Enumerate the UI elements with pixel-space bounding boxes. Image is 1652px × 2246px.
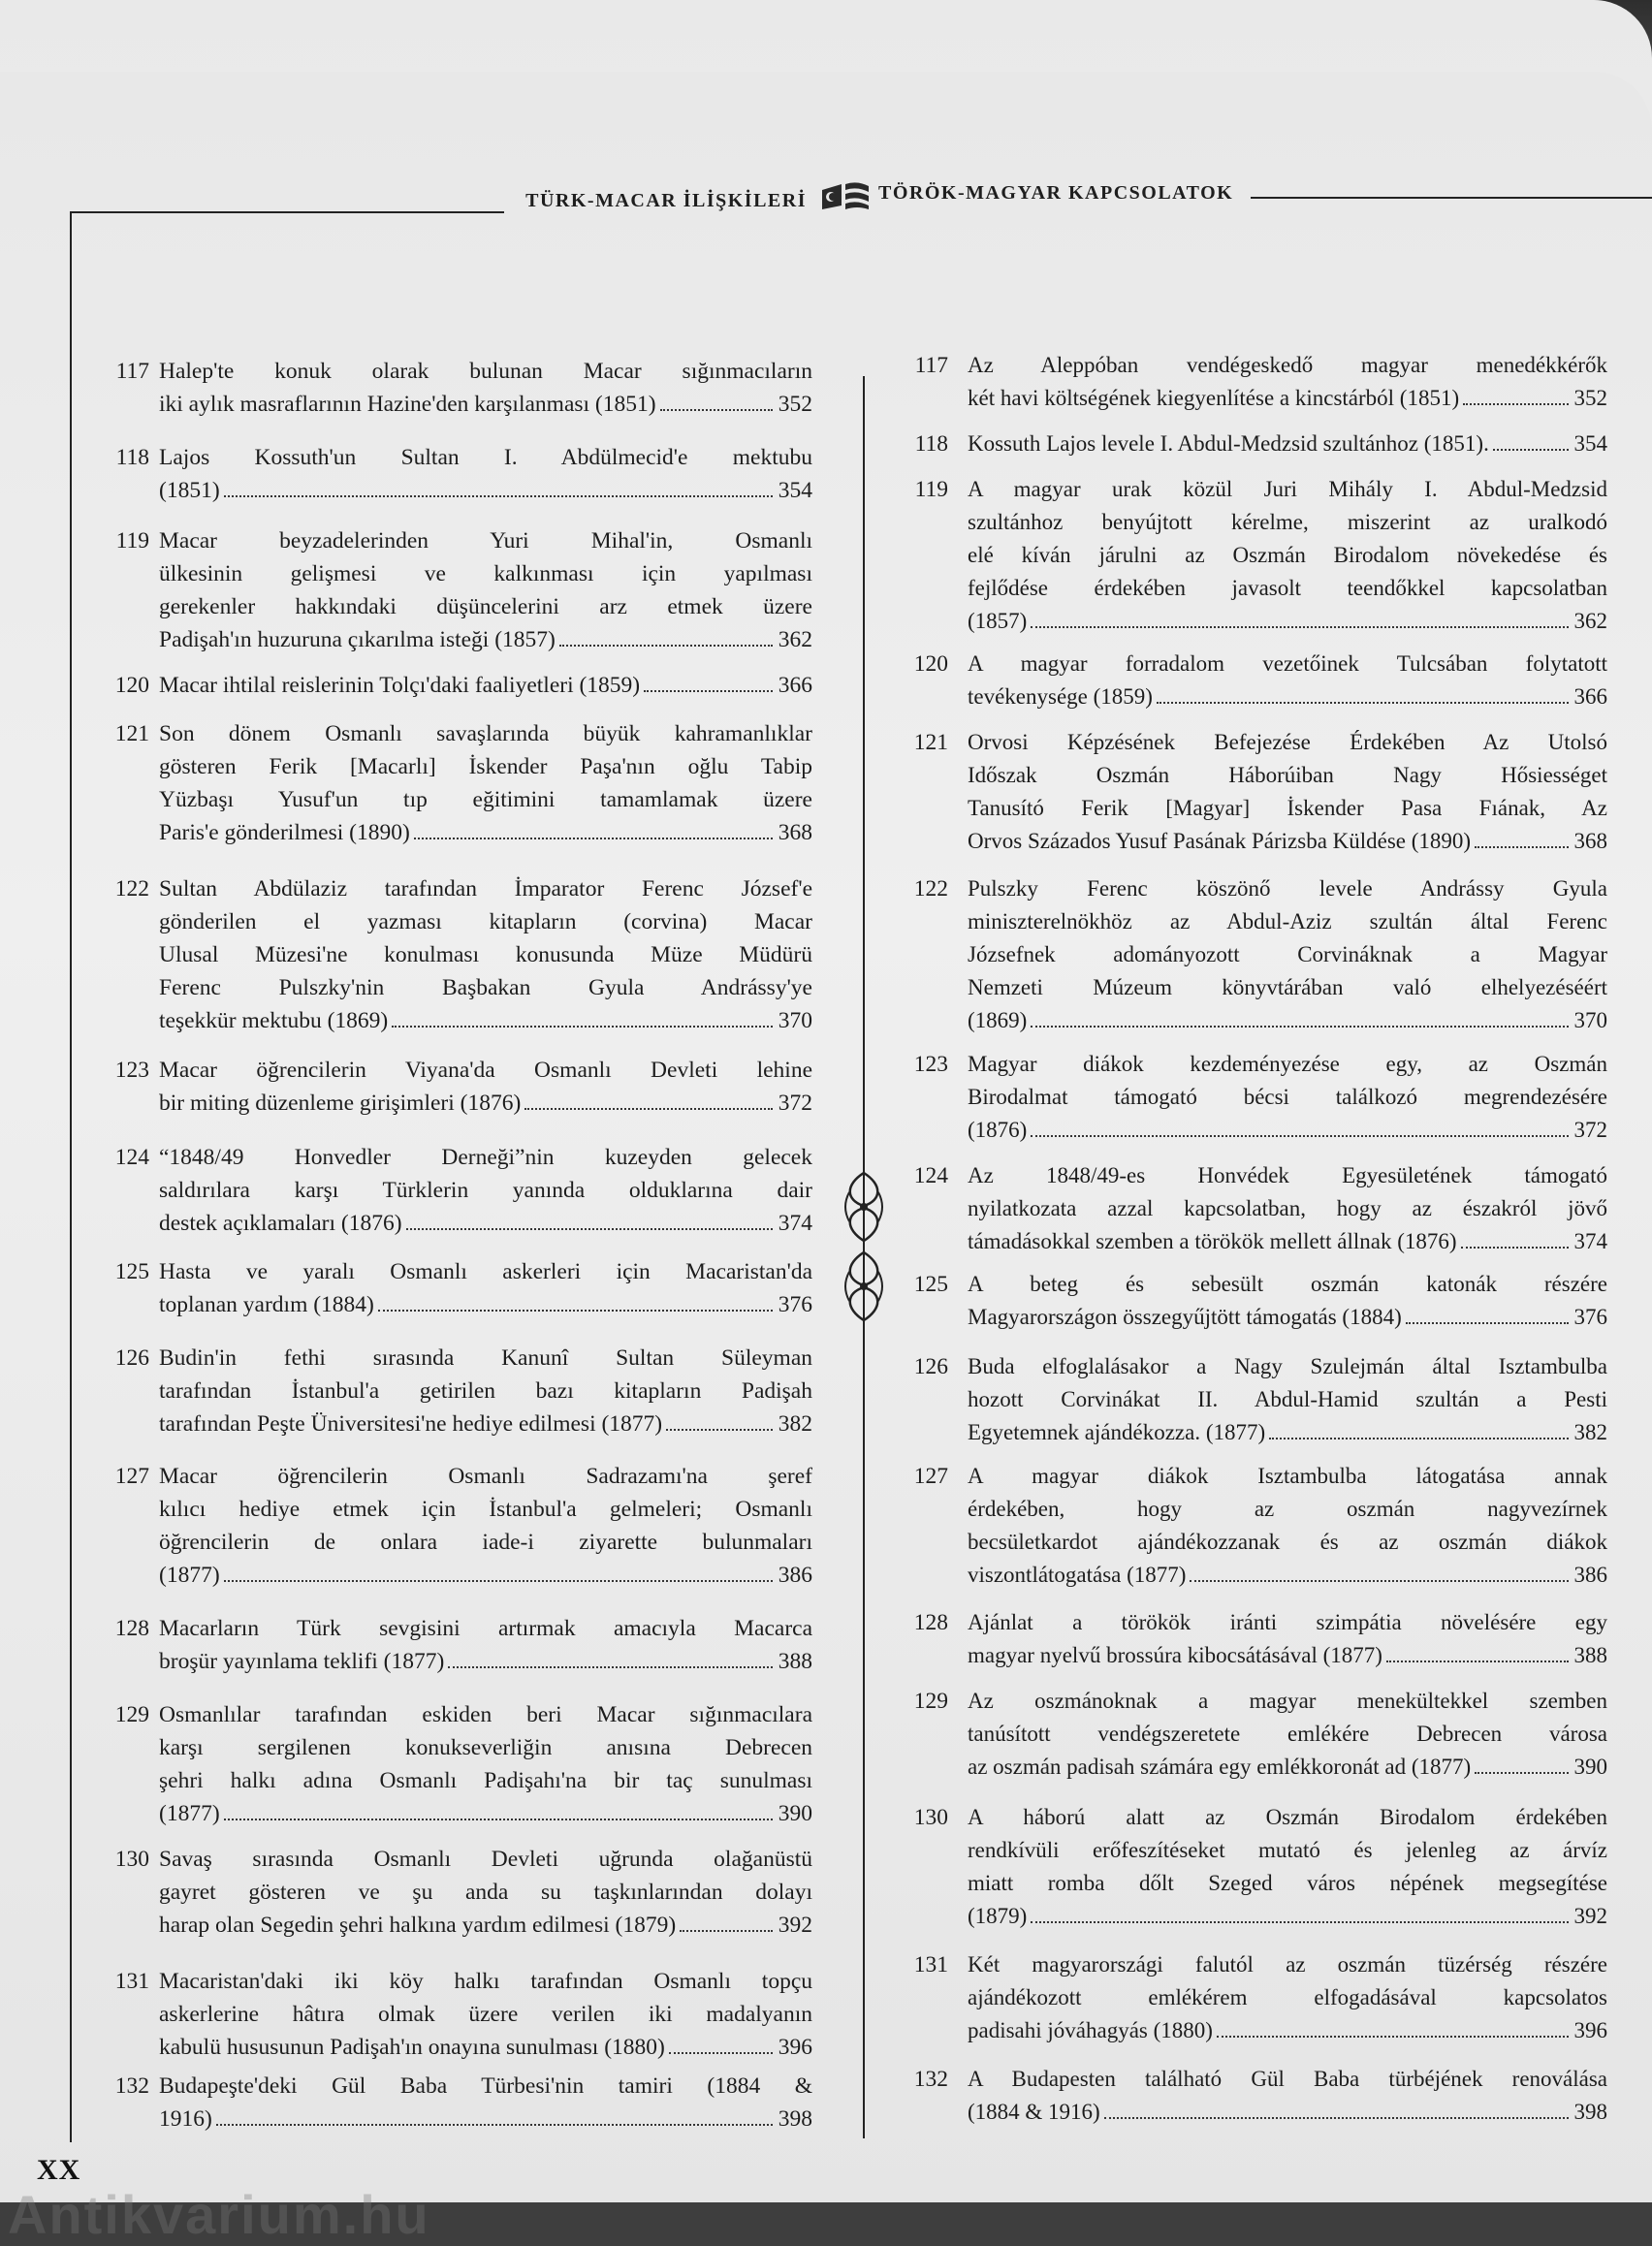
dot-leader	[660, 409, 773, 411]
entry-text	[968, 648, 1607, 713]
page-ref: 362	[1573, 609, 1607, 633]
entry-title-end: viszontlátogatása (1877)	[968, 1563, 1187, 1587]
dot-leader	[1104, 2117, 1569, 2119]
dot-leader	[524, 1108, 772, 1110]
page-ref: 392	[1573, 1904, 1607, 1928]
entry-number: 118	[914, 431, 948, 457]
page-ref: 362	[778, 627, 812, 652]
entry-line: gösteren Ferik [Macarlı] İskender Paşa'nın oğlu Tabip	[159, 754, 812, 779]
frame-rule-left	[70, 211, 72, 2142]
entry-number: 119	[115, 528, 149, 554]
entry-number: 121	[114, 721, 149, 746]
entry-text	[968, 2063, 1607, 2129]
entry-line: A magyar forradalom vezetőinek Tulcsában folytatott	[968, 651, 1607, 676]
watermark: Antikvarium.hu	[8, 2184, 430, 2245]
entry-line: miatt romba dőlt Szeged város népének megsegítése	[968, 1871, 1607, 1895]
page-ref: 386	[778, 1563, 812, 1588]
page-ref: 382	[1573, 1420, 1607, 1444]
entry-line: ülkesinin gelişmesi ve kalkınması için yapılması	[159, 561, 812, 586]
page-ref: 366	[778, 673, 812, 698]
page-ref: 390	[778, 1801, 812, 1826]
entry-text	[159, 1612, 812, 1678]
entry-line: Lajos Kossuth'un Sultan I. Abdülmecid'e mektubu	[159, 445, 812, 470]
entry-last-line	[968, 2096, 1607, 2129]
dot-leader	[1463, 403, 1568, 405]
entry-line: Macar öğrencilerin Osmanlı Sadrazamı'na şeref	[159, 1464, 812, 1489]
entry-line: tanúsított vendégszeretete emlékére Debrecen városa	[968, 1722, 1607, 1746]
page-ref: 368	[778, 820, 812, 845]
entry-last-line	[968, 1639, 1607, 1672]
entry-line: A magyar urak közül Juri Mihály I. Abdul-Medzsid	[968, 477, 1607, 501]
entry-line: Józsefnek adományozott Corvináknak a Magyar	[968, 942, 1607, 966]
entry-text	[159, 669, 812, 702]
entry-number: 122	[913, 876, 948, 902]
entry-title-end: (1857)	[968, 609, 1028, 633]
entry-line: Ferenc Pulszky'nin Başbakan Gyula Andrássy'ye	[159, 975, 812, 1000]
entry-line: Macarların Türk sevgisini artırmak amacıyla Macarca	[159, 1616, 812, 1641]
dot-leader	[669, 2052, 773, 2054]
entry-number: 130	[913, 1805, 948, 1830]
entry-line: Az oszmánoknak a magyar menekültekkel szemben	[968, 1689, 1607, 1713]
entry-line: saldırılara karşı Türklerin yanında olduklarına dair	[159, 1178, 812, 1203]
entry-line: gönderilen el yazması kitapların (corvina) Macar	[159, 909, 812, 934]
dot-leader	[1031, 1026, 1568, 1028]
entry-text	[159, 1255, 812, 1321]
entry-last-line	[159, 1909, 812, 1942]
entry-line: Yüzbaşı Yusuf'un tıp eğitimini tamamlamak üzere	[159, 787, 812, 812]
entry-last-line	[159, 1408, 812, 1440]
entry-last-line	[968, 382, 1607, 415]
entry-title-end: bir miting düzenleme girişimleri (1876)	[159, 1091, 522, 1116]
page-ref: 352	[778, 392, 812, 417]
entry-line: A Budapesten található Gül Baba türbéjének renoválása	[968, 2067, 1607, 2091]
entry-number: 124	[114, 1145, 149, 1170]
page-ref: 374	[1573, 1229, 1607, 1253]
entry-last-line	[159, 2031, 812, 2064]
ornament-top-icon	[836, 1171, 892, 1243]
dot-leader	[1269, 1438, 1568, 1439]
page-ref: 382	[778, 1411, 812, 1437]
entry-title-end: 1916)	[159, 2106, 212, 2132]
entry-text	[968, 1948, 1607, 2047]
dot-leader	[1190, 1580, 1568, 1582]
entry-title-end: tarafından Peşte Üniversitesi'ne hediye edilmesi (1877)	[159, 1411, 663, 1437]
entry-title-end: (1879)	[968, 1904, 1028, 1928]
entry-title-end: tevékenysége (1859)	[968, 684, 1153, 709]
entry-text	[968, 427, 1607, 460]
entry-title-end: harap olan Segedin şehri halkına yardım edilmesi (1879)	[159, 1913, 677, 1938]
dot-leader	[1031, 1921, 1568, 1923]
entry-last-line	[968, 2014, 1607, 2047]
entry-line: karşı sergilenen konukseverliğin anısına Debrecen	[159, 1735, 812, 1760]
dot-leader	[1493, 449, 1569, 451]
entry-title-end: két havi költségének kiegyenlítése a kincstárból (1851)	[968, 386, 1460, 410]
entry-title-end: (1877)	[159, 1563, 220, 1588]
page-ref: 396	[778, 2035, 812, 2060]
entry-title-end: toplanan yardım (1884)	[159, 1292, 374, 1317]
entry-text	[159, 1965, 812, 2064]
entry-text	[968, 1460, 1607, 1592]
entry-title-end: (1876)	[968, 1118, 1028, 1142]
dot-leader	[406, 1228, 773, 1230]
dot-leader	[1386, 1661, 1569, 1662]
header-rule-left	[70, 211, 504, 213]
entry-last-line	[159, 474, 812, 507]
entry-text	[968, 1159, 1607, 1258]
entry-last-line	[968, 825, 1607, 858]
dot-leader	[1157, 702, 1569, 704]
entry-text	[159, 1141, 812, 1240]
entry-number: 130	[114, 1847, 149, 1872]
entry-text	[968, 1801, 1607, 1933]
entry-line: Az Aleppóban vendégeskedő magyar menedékkérők	[968, 353, 1607, 377]
entry-last-line	[968, 1225, 1607, 1258]
page-ref: 370	[1573, 1008, 1607, 1032]
entry-title-end: teşekkür mektubu (1869)	[159, 1008, 389, 1033]
entry-number: 119	[914, 477, 948, 502]
entry-line: A magyar diákok Isztambulba látogatása annak	[968, 1464, 1607, 1488]
entry-line: elé kíván járulni az Oszmán Birodalom növekedése és	[968, 543, 1607, 567]
entry-number: 120	[913, 651, 948, 677]
entry-line: Ajánlat a törökök iránti szimpátia növelésére egy	[968, 1610, 1607, 1634]
dot-leader	[448, 1666, 772, 1668]
dot-leader	[680, 1930, 773, 1932]
entry-line: Halep'te konuk olarak bulunan Macar sığınmacıların	[159, 359, 812, 384]
entry-last-line	[159, 816, 812, 849]
entry-line: A beteg és sebesült oszmán katonák részére	[968, 1272, 1607, 1296]
entry-text	[159, 2070, 812, 2135]
entry-last-line	[159, 388, 812, 421]
dot-leader	[1031, 626, 1568, 628]
entry-text	[968, 1350, 1607, 1449]
entry-line: Osmanlılar tarafından eskiden beri Macar sığınmacılara	[159, 1702, 812, 1727]
page-ref: 368	[1573, 829, 1607, 853]
dot-leader	[1031, 1135, 1568, 1137]
dot-leader	[224, 495, 773, 497]
page-ref: 376	[778, 1292, 812, 1317]
page-number: XX	[37, 2154, 81, 2186]
entry-title-end: Kossuth Lajos levele I. Abdul-Medzsid szultánhoz (1851).	[968, 431, 1489, 456]
entry-line: öğrencilerin de onlara iade-i ziyarette bulunmaları	[159, 1530, 812, 1555]
header-title-hungarian: TÖRÖK-MAGYAR KAPCSOLATOK	[878, 182, 1234, 204]
entry-last-line	[968, 1004, 1607, 1037]
entry-number: 121	[913, 730, 948, 755]
entry-last-line	[159, 1087, 812, 1120]
entry-text	[968, 726, 1607, 858]
entry-title-end: broşür yayınlama teklifi (1877)	[159, 1649, 445, 1674]
entry-line: Macar beyzadelerinden Yuri Mihal'in, Osmanlı	[159, 528, 812, 554]
entry-number: 117	[115, 359, 149, 384]
entry-last-line	[159, 1645, 812, 1678]
entry-title-end: Egyetemnek ajándékozza. (1877)	[968, 1420, 1266, 1444]
entry-last-line	[968, 1416, 1607, 1449]
dot-leader	[1475, 846, 1568, 848]
entry-title-end: destek açıklamaları (1876)	[159, 1211, 402, 1236]
entry-last-line	[968, 427, 1607, 460]
flag-emblem-icon	[818, 180, 873, 213]
entry-line: Sultan Abdülaziz tarafından İmparator Ferenc József'e	[159, 876, 812, 902]
page-ref: 376	[1573, 1305, 1607, 1329]
entry-line: Az 1848/49-es Honvédek Egyesületének támogató	[968, 1163, 1607, 1187]
dot-leader	[1217, 2036, 1569, 2038]
entry-last-line	[968, 1900, 1607, 1933]
entry-last-line	[159, 1559, 812, 1592]
entry-line: Birodalmat támogató bécsi találkozó megrendezésére	[968, 1085, 1607, 1109]
entry-title-end: Orvos Százados Yusuf Pasának Párizsba Küldése (1890)	[968, 829, 1472, 853]
entry-number: 125	[913, 1272, 948, 1297]
entry-last-line	[968, 1114, 1607, 1147]
entry-number: 125	[114, 1259, 149, 1284]
entry-line: şehri halkı adına Osmanlı Padişahı'na bir taç sunulması	[159, 1768, 812, 1793]
entry-number: 122	[114, 876, 149, 902]
page-ref: 354	[778, 478, 812, 503]
dot-leader	[666, 1429, 773, 1431]
entry-text	[159, 524, 812, 656]
entry-line: fejlődése érdekében javasolt teendőkkel kapcsolatban	[968, 576, 1607, 600]
dot-leader	[644, 690, 773, 692]
page-ref: 398	[1573, 2100, 1607, 2124]
dot-leader	[224, 1819, 773, 1820]
dot-leader	[1475, 1772, 1568, 1774]
page-ref: 398	[778, 2106, 812, 2132]
page-ref: 370	[778, 1008, 812, 1033]
entry-line: tarafından İstanbul'a getirilen bazı kitapların Padişah	[159, 1378, 812, 1404]
entry-line: Pulszky Ferenc köszönő levele Andrássy Gyula	[968, 876, 1607, 901]
entry-title-end: Padişah'ın huzuruna çıkarılma isteği (1857)	[159, 627, 556, 652]
entry-number: 124	[913, 1163, 948, 1188]
entry-text	[968, 349, 1607, 415]
entry-line: Macar öğrencilerin Viyana'da Osmanlı Devleti lehine	[159, 1058, 812, 1083]
entry-line: Hasta ve yaralı Osmanlı askerleri için Macaristan'da	[159, 1259, 812, 1284]
page-ref: 366	[1573, 684, 1607, 709]
entry-title-end: Magyarországon összegyűjtött támogatás (1884)	[968, 1305, 1402, 1329]
page-ref: 390	[1573, 1755, 1607, 1779]
entry-number: 128	[114, 1616, 149, 1641]
entry-text	[968, 1268, 1607, 1334]
page-ref: 392	[778, 1913, 812, 1938]
entry-line: Tanusító Ferik [Magyar] İskender Pasa Fıának, Az	[968, 796, 1607, 820]
page-ref: 374	[778, 1211, 812, 1236]
entry-line: Savaş sırasında Osmanlı Devleti uğrunda olağanüstü	[159, 1847, 812, 1872]
entry-last-line	[968, 1301, 1607, 1334]
entry-title-end: Macar ihtilal reislerinin Tolçı'daki faaliyetleri (1859)	[159, 673, 641, 698]
page-ref: 388	[1573, 1643, 1607, 1667]
entry-line: Orvosi Képzésének Befejezése Érdekében Az Utolsó	[968, 730, 1607, 754]
entry-number: 131	[913, 1952, 948, 1977]
entry-number: 132	[913, 2067, 948, 2092]
entry-text	[968, 872, 1607, 1037]
entry-title-end: iki aylık masraflarının Hazine'den karşılanması (1851)	[159, 392, 656, 417]
page-ref: 352	[1573, 386, 1607, 410]
dot-leader	[392, 1026, 772, 1028]
entry-text	[159, 1460, 812, 1592]
entry-last-line	[159, 2103, 812, 2135]
dot-leader	[1461, 1247, 1569, 1249]
entry-line: nyilatkozata azzal kapcsolatban, hogy az északról jövő	[968, 1196, 1607, 1220]
entry-number: 126	[114, 1345, 149, 1371]
entry-line: A háború alatt az Oszmán Birodalom érdekében	[968, 1805, 1607, 1829]
page-ref: 396	[1573, 2018, 1607, 2042]
entry-number: 132	[114, 2073, 149, 2099]
entry-number: 128	[913, 1610, 948, 1635]
entry-text	[159, 717, 812, 849]
entry-title-end: magyar nyelvű brossúra kibocsátásával (1877)	[968, 1643, 1382, 1667]
entry-line: ajándékozott emlékérem elfogadásával kapcsolatos	[968, 1985, 1607, 2009]
entry-text	[159, 1342, 812, 1440]
entry-number: 129	[114, 1702, 149, 1727]
entry-line: érdekében, hogy az oszmán nagyvezírnek	[968, 1497, 1607, 1521]
entry-line: Nemzeti Múzeum könyvtárában való elhelyezéséért	[968, 975, 1607, 999]
entry-line: Két magyarországi falutól az oszmán tüzérség részére	[968, 1952, 1607, 1977]
page-ref: 354	[1573, 431, 1607, 456]
entry-line: becsületkardot ajándékozzanak és az oszmán diákok	[968, 1530, 1607, 1554]
entry-title-end: padisahi jóváhagyás (1880)	[968, 2018, 1213, 2042]
entry-text	[159, 872, 812, 1037]
entry-line: hozott Corvinákat II. Abdul-Hamid szultán a Pesti	[968, 1387, 1607, 1411]
ornament-bottom-icon	[836, 1250, 892, 1322]
entry-last-line	[159, 1288, 812, 1321]
entry-line: Macaristan'daki iki köy halkı tarafından Osmanlı topçu	[159, 1969, 812, 1994]
entry-last-line	[159, 1207, 812, 1240]
entry-text	[159, 441, 812, 507]
entry-number: 129	[913, 1689, 948, 1714]
entry-line: “1848/49 Honvedler Derneği”nin kuzeyden gelecek	[159, 1145, 812, 1170]
entry-number: 126	[913, 1354, 948, 1379]
entry-title-end: (1884 & 1916)	[968, 2100, 1100, 2124]
dot-leader	[224, 1580, 773, 1582]
entry-last-line	[159, 1797, 812, 1830]
entry-text	[159, 1054, 812, 1120]
entry-last-line	[159, 669, 812, 702]
dot-leader	[378, 1310, 773, 1312]
entry-text	[159, 1698, 812, 1830]
entry-text	[968, 1685, 1607, 1784]
dot-leader	[1406, 1322, 1569, 1324]
entry-title-end: az oszmán padisah számára egy emlékkoronát ad (1877)	[968, 1755, 1472, 1779]
entry-title-end: támadásokkal szemben a törökök mellett állnak (1876)	[968, 1229, 1457, 1253]
entry-number: 123	[114, 1058, 149, 1083]
entry-text	[968, 1048, 1607, 1147]
entry-line: askerlerine hâtıra olmak üzere verilen iki madalyanın	[159, 2002, 812, 2027]
entry-text	[968, 1606, 1607, 1672]
dot-leader	[414, 838, 773, 839]
entry-line: miniszterelnökhöz az Abdul-Aziz szultán által Ferenc	[968, 909, 1607, 933]
entry-line: rendkívüli erőfeszítéseket mutató és jelenleg az árvíz	[968, 1838, 1607, 1862]
header-rule-right	[1251, 197, 1652, 199]
entry-number: 117	[914, 353, 948, 378]
entry-text	[159, 1843, 812, 1942]
entry-number: 120	[114, 673, 149, 698]
entry-last-line	[968, 605, 1607, 638]
entry-line: kılıcı hediye etmek için İstanbul'a gelmeleri; Osmanlı	[159, 1497, 812, 1522]
entry-line: szultánhoz benyújtott kérelme, miszerint az uralkodó	[968, 510, 1607, 534]
entry-last-line	[968, 680, 1607, 713]
entry-line: gerekenler hakkındaki düşüncelerini arz etmek üzere	[159, 594, 812, 619]
entry-line: Időszak Oszmán Háborúiban Nagy Hősiességet	[968, 763, 1607, 787]
entry-title-end: (1869)	[968, 1008, 1028, 1032]
entry-line: Buda elfoglalásakor a Nagy Szulejmán által Isztambulba	[968, 1354, 1607, 1378]
page-ref: 372	[1573, 1118, 1607, 1142]
dot-leader	[216, 2124, 773, 2126]
entry-line: Ulusal Müzesi'ne konulması konusunda Müze Müdürü	[159, 942, 812, 967]
header-title-turkish: TÜRK-MACAR İLİŞKİLERİ	[525, 190, 807, 211]
page-ref: 388	[778, 1649, 812, 1674]
entry-title-end: Paris'e gönderilmesi (1890)	[159, 820, 410, 845]
entry-line: Son dönem Osmanlı savaşlarında büyük kahramanlıklar	[159, 721, 812, 746]
entry-text	[159, 355, 812, 421]
entry-last-line	[968, 1559, 1607, 1592]
page-ref: 372	[778, 1091, 812, 1116]
entry-number: 127	[114, 1464, 149, 1489]
entry-number: 127	[913, 1464, 948, 1489]
entry-last-line	[159, 1004, 812, 1037]
entry-text	[968, 473, 1607, 638]
entry-last-line	[159, 623, 812, 656]
entry-line: Budapeşte'deki Gül Baba Türbesi'nin tamiri (1884 &	[159, 2073, 812, 2099]
entry-number: 118	[115, 445, 149, 470]
entry-title-end: (1877)	[159, 1801, 220, 1826]
entry-line: Magyar diákok kezdeményezése egy, az Oszmán	[968, 1052, 1607, 1076]
entry-line: gayret gösteren ve şu anda su taşkınlarından dolayı	[159, 1880, 812, 1905]
page-ref: 386	[1573, 1563, 1607, 1587]
entry-number: 131	[114, 1969, 149, 1994]
entry-last-line	[968, 1751, 1607, 1784]
entry-line: Budin'in fethi sırasında Kanunî Sultan Süleyman	[159, 1345, 812, 1371]
entry-title-end: kabulü hususunun Padişah'ın onayına sunulması (1880)	[159, 2035, 665, 2060]
dot-leader	[559, 645, 773, 647]
entry-title-end: (1851)	[159, 478, 220, 503]
entry-number: 123	[913, 1052, 948, 1077]
